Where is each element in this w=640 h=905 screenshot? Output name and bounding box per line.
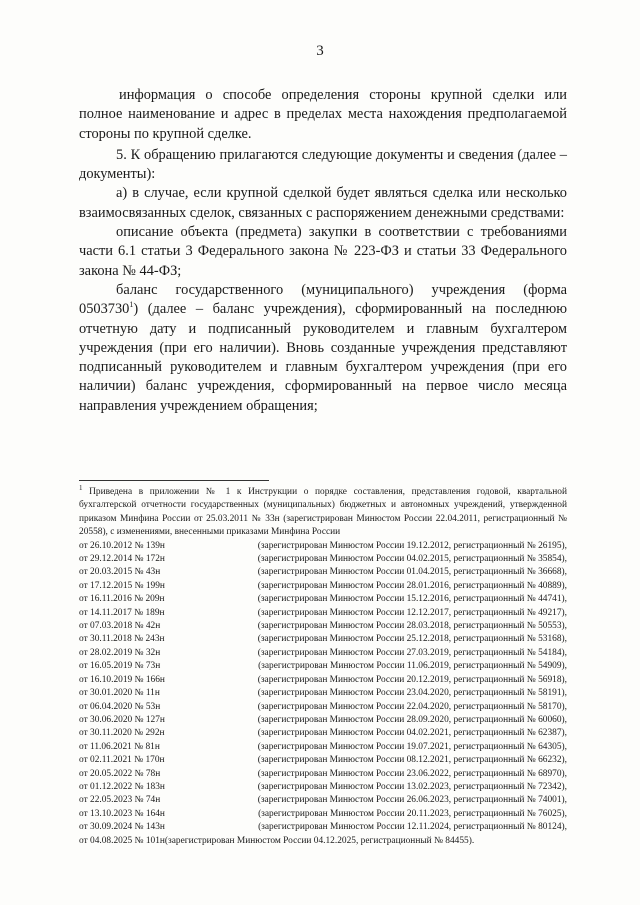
amendment-registration: (зарегистрирован Минюстом России 13.02.2023, регистрационный № 72342), — [257, 781, 567, 792]
amendment-registration: (зарегистрирован Минюстом России 01.04.2015, регистрационный № 36668), — [257, 567, 567, 578]
amendment-registration: (зарегистрирован Минюстом России 19.07.2021, регистрационный № 64305), — [257, 741, 567, 752]
amendment-row — [79, 741, 567, 754]
amendment-row — [79, 781, 567, 794]
amendment-registration: (зарегистрирован Минюстом России 25.12.2018, регистрационный № 53168), — [257, 634, 567, 645]
amendment-registration: (зарегистрирован Минюстом России 08.12.2021, регистрационный № 66232), — [257, 755, 567, 766]
amendment-order: от 29.12.2014 № 172н — [79, 554, 165, 565]
paragraph-cash-deal: а) в случае, если крупной сделкой будет являться сделка или несколько взаимосвязанных сделок, связанных с распоряжением денежными средствами: — [79, 185, 567, 221]
page-number: 3 — [316, 43, 324, 59]
amendment-row — [79, 540, 567, 553]
amendment-row — [79, 821, 567, 834]
amendment-registration: (зарегистрирован Минюстом России 28.01.2016, регистрационный № 40889), — [257, 580, 567, 591]
amendment-registration: (зарегистрирован Минюстом России 20.11.2023, регистрационный № 76025), — [258, 808, 567, 819]
paragraph-balance-sheet — [79, 281, 567, 416]
amendment-order: от 16.10.2019 № 166н — [79, 674, 165, 685]
amendment-row — [79, 674, 567, 687]
amendment-registration: (зарегистрирован Минюстом России 12.12.2017, регистрационный № 49217), — [257, 607, 567, 618]
amendment-row — [79, 660, 567, 673]
amendment-order: от 01.12.2022 № 183н — [79, 781, 165, 792]
amendment-registration: (зарегистрирован Минюстом России 19.12.2012, регистрационный № 26195), — [257, 540, 567, 551]
amendment-row — [79, 580, 567, 593]
amendment-row — [79, 794, 567, 807]
paragraph-procurement-description: описание объекта (предмета) закупки в соответствии с требованиями части 6.1 статьи 3 Федерального закона № 223-ФЗ и статьи 33 Федерального закона № 44-ФЗ; — [79, 224, 567, 279]
amendment-row — [79, 553, 567, 566]
amendment-row — [79, 727, 567, 740]
amendment-row — [79, 607, 567, 620]
amendment-order: от 14.11.2017 № 189н — [79, 607, 165, 618]
amendment-order: от 17.12.2015 № 199н — [79, 580, 165, 591]
amendment-order: от 30.01.2020 № 11н — [79, 688, 160, 699]
amendment-order: от 16.11.2016 № 209н — [79, 594, 165, 605]
amendment-registration: (зарегистрирован Минюстом России 04.12.2025, регистрационный № 84455). — [164, 835, 475, 846]
amendment-registration: (зарегистрирован Минюстом России 20.12.2019, регистрационный № 56918), — [257, 674, 567, 685]
amendment-registration: (зарегистрирован Минюстом России 23.04.2020, регистрационный № 58191), — [257, 688, 567, 699]
amendment-registration: (зарегистрирован Минюстом России 04.02.2021, регистрационный № 62387), — [257, 728, 567, 739]
amendment-registration: (зарегистрирован Минюстом России 27.03.2019, регистрационный № 54184), — [257, 647, 567, 658]
amendment-order: от 16.05.2019 № 73н — [79, 661, 161, 672]
amendment-registration: (зарегистрирован Минюстом России 12.11.2024, регистрационный № 80124), — [258, 822, 567, 833]
amendment-order: от 22.05.2023 № 74н — [79, 795, 161, 806]
amendment-registration: (зарегистрирован Минюстом России 04.02.2015, регистрационный № 35854), — [257, 554, 567, 565]
amendment-row — [79, 768, 567, 781]
amendment-registration: (зарегистрирован Минюстом России 28.03.2018, регистрационный № 50553), — [257, 621, 567, 632]
amendment-row — [79, 835, 567, 848]
amendment-order: от 04.08.2025 № 101н — [79, 835, 165, 846]
footnote-separator — [79, 480, 269, 481]
balance-text-start: баланс государственного (муниципального) учреждения (форма 0503730 — [79, 281, 567, 318]
footnote-marker: 1 — [79, 483, 83, 492]
amendment-order: от 11.06.2021 № 81н — [79, 741, 160, 752]
amendment-order: от 30.09.2024 № 143н — [79, 822, 165, 833]
amendment-registration: (зарегистрирован Минюстом России 26.06.2023, регистрационный № 74001), — [257, 795, 567, 806]
footnote-intro — [79, 483, 567, 540]
footnote-intro-text: Приведена в приложении № 1 к Инструкции о порядке составления, представления годовой, квартальной бухгалтерской отчетности государственных (муниципальных) бюджетных и автономных учреждений, утвержденной приказом Минфина России от 25.03.2011 № 33н (зарегистрирован Минюстом России 22.04.2011, регистрационный № 20558), с изменениями, внесенными приказами Минфина России — [79, 487, 567, 538]
amendment-registration: (зарегистрирован Минюстом России 15.12.2016, регистрационный № 44741), — [257, 594, 567, 605]
amendment-order: от 30.11.2020 № 292н — [79, 728, 165, 739]
amendment-row — [79, 714, 567, 727]
footnote-reference: 1 — [129, 300, 134, 310]
amendment-registration: (зарегистрирован Минюстом России 28.09.2020, регистрационный № 60060), — [257, 714, 567, 725]
amendment-registration: (зарегистрирован Минюстом России 23.06.2022, регистрационный № 68970), — [257, 768, 567, 779]
amendment-row — [79, 620, 567, 633]
amendment-row — [79, 701, 567, 714]
balance-text-end: ) (далее – баланс учреждения), сформированный на последнюю отчетную дату и подписанный руководителем и главным бухгалтером учреждения (при его наличии). Вновь созданные учреждения представляют подписанный руководителем и главным бухгалтером учреждения (при его наличии) баланс учреждения, сформированный на первое число месяца направления учреждением обращения; — [79, 301, 567, 414]
amendment-order: от 06.04.2020 № 53н — [79, 701, 161, 712]
amendment-order: от 02.11.2021 № 170н — [79, 755, 165, 766]
amendment-row — [79, 593, 567, 606]
amendment-row — [79, 633, 567, 646]
amendment-order: от 30.06.2020 № 127н — [79, 714, 165, 725]
amendment-order: от 26.10.2012 № 139н — [79, 540, 165, 551]
footnote — [79, 483, 567, 848]
amendment-order: от 28.02.2019 № 32н — [79, 647, 161, 658]
paragraph-documents-list: 5. К обращению прилагаются следующие документы и сведения (далее – документы): — [79, 146, 567, 183]
amendment-order: от 20.05.2022 № 78н — [79, 768, 161, 779]
amendments-list — [79, 540, 567, 848]
amendment-row — [79, 754, 567, 767]
amendment-row — [79, 566, 567, 579]
amendment-row — [79, 687, 567, 700]
amendment-registration: (зарегистрирован Минюстом России 22.04.2020, регистрационный № 58170), — [257, 701, 567, 712]
amendment-order: от 07.03.2018 № 42н — [79, 621, 161, 632]
paragraph-party-info: информация о способе определения стороны крупной сделки или полное наименование и адрес в пределах места нахождения предполагаемой стороны по крупной сделке. — [79, 87, 567, 142]
amendment-row — [79, 647, 567, 660]
amendment-order: от 30.11.2018 № 243н — [79, 634, 165, 645]
amendment-registration: (зарегистрирован Минюстом России 11.06.2019, регистрационный № 54909), — [258, 661, 567, 672]
amendment-order: от 20.03.2015 № 43н — [79, 567, 161, 578]
main-text — [79, 86, 567, 416]
amendment-row — [79, 808, 567, 821]
amendment-order: от 13.10.2023 № 164н — [79, 808, 165, 819]
